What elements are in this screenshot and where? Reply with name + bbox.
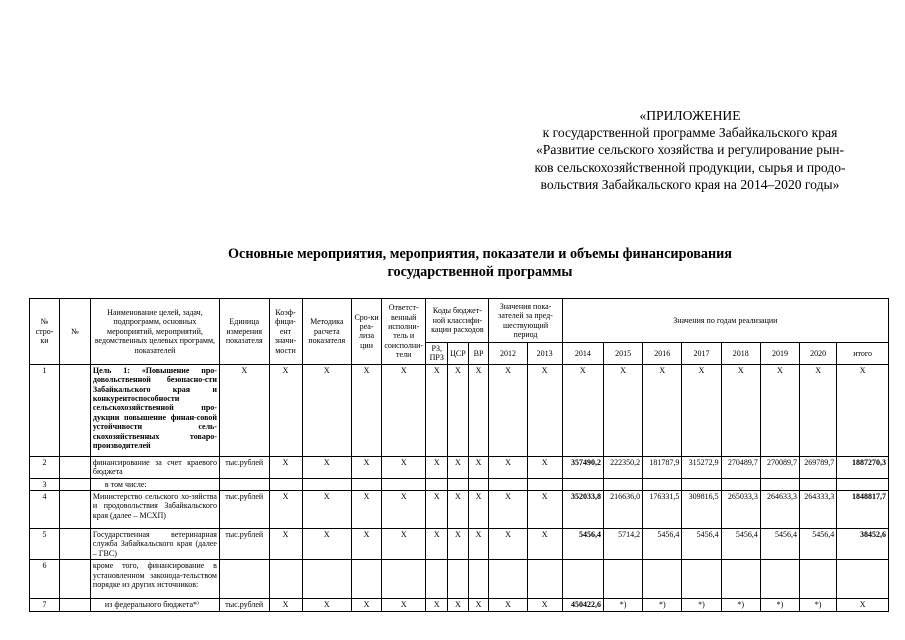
mark-cell: Х bbox=[352, 599, 382, 611]
document-title bbox=[0, 246, 905, 281]
value-cell: Х bbox=[760, 364, 799, 456]
title-line-2: государственной программы bbox=[387, 263, 573, 280]
appendix-line: «ПРИЛОЖЕНИЕ bbox=[639, 108, 741, 123]
mark-cell: Х bbox=[269, 529, 302, 560]
row-number-cell: 7 bbox=[30, 599, 60, 611]
mark-cell: Х bbox=[382, 599, 426, 611]
mark-cell: Х bbox=[352, 364, 382, 456]
mark-cell bbox=[527, 478, 562, 490]
value-cell: 176331,5 bbox=[643, 491, 682, 529]
table-row bbox=[30, 560, 889, 599]
total-cell bbox=[837, 560, 889, 599]
table-row bbox=[30, 478, 889, 490]
value-cell bbox=[603, 478, 642, 490]
value-cell: 5456,4 bbox=[682, 529, 721, 560]
name-cell: кроме того, финансирование в установленном законода-тельством порядке из других источников: bbox=[90, 560, 219, 599]
mark-cell: Х bbox=[302, 456, 352, 478]
header-unit: Единица измерения показателя bbox=[219, 299, 269, 365]
mark-cell: Х bbox=[302, 491, 352, 529]
value-cell: Х bbox=[800, 364, 837, 456]
value-cell: 5456,4 bbox=[800, 529, 837, 560]
mark-cell bbox=[352, 560, 382, 599]
mark-cell: Х bbox=[489, 456, 527, 478]
row-number-cell: 3 bbox=[30, 478, 60, 490]
mark-cell: Х bbox=[426, 491, 448, 529]
value-cell bbox=[721, 560, 760, 599]
program-table bbox=[29, 298, 889, 612]
number-cell bbox=[59, 560, 90, 599]
mark-cell: Х bbox=[352, 529, 382, 560]
value-cell: *) bbox=[643, 599, 682, 611]
row-number-cell: 2 bbox=[30, 456, 60, 478]
value-cell: 309816,5 bbox=[682, 491, 721, 529]
header-year: 2017 bbox=[682, 343, 721, 365]
value-cell bbox=[721, 478, 760, 490]
number-cell bbox=[59, 364, 90, 456]
value-cell bbox=[800, 560, 837, 599]
header-row-number: № стро-ки bbox=[30, 299, 60, 365]
mark-cell: Х bbox=[527, 599, 562, 611]
value-cell: Х bbox=[562, 364, 603, 456]
value-cell: 5456,4 bbox=[643, 529, 682, 560]
mark-cell: Х bbox=[489, 491, 527, 529]
value-cell: 222350,2 bbox=[603, 456, 642, 478]
appendix-header bbox=[470, 107, 905, 193]
header-year-2013: 2013 bbox=[527, 343, 562, 365]
total-cell: 1887270,3 bbox=[837, 456, 889, 478]
unit-cell: тыс.рублей bbox=[219, 491, 269, 529]
value-cell: 216636,0 bbox=[603, 491, 642, 529]
mark-cell: Х bbox=[426, 529, 448, 560]
header-method: Методика расчета показателя bbox=[302, 299, 352, 365]
unit-cell bbox=[219, 478, 269, 490]
mark-cell: Х bbox=[302, 364, 352, 456]
header-code-rz: РЗ, ПРЗ bbox=[426, 343, 448, 365]
value-cell: 270489,7 bbox=[721, 456, 760, 478]
header-year-2012: 2012 bbox=[489, 343, 527, 365]
mark-cell: Х bbox=[448, 456, 469, 478]
mark-cell: Х bbox=[468, 364, 489, 456]
unit-cell bbox=[219, 560, 269, 599]
number-cell bbox=[59, 529, 90, 560]
mark-cell bbox=[448, 560, 469, 599]
mark-cell: Х bbox=[269, 599, 302, 611]
number-cell bbox=[59, 478, 90, 490]
value-cell: Х bbox=[721, 364, 760, 456]
value-cell: 5456,4 bbox=[760, 529, 799, 560]
name-cell: Государственная ветеринарная служба Забайкальского края (далее – ГВС) bbox=[90, 529, 219, 560]
row-number-cell: 5 bbox=[30, 529, 60, 560]
value-cell bbox=[603, 560, 642, 599]
mark-cell: Х bbox=[527, 529, 562, 560]
header-coefficient: Коэф-фици-ент значи-мости bbox=[269, 299, 302, 365]
mark-cell: Х bbox=[382, 491, 426, 529]
header-code-csr: ЦСР bbox=[448, 343, 469, 365]
mark-cell: Х bbox=[352, 491, 382, 529]
value-cell: 357490,2 bbox=[562, 456, 603, 478]
appendix-line: вольствия Забайкальского края на 2014–2020 годы» bbox=[540, 176, 840, 192]
mark-cell bbox=[352, 478, 382, 490]
mark-cell: Х bbox=[302, 599, 352, 611]
mark-cell: Х bbox=[269, 364, 302, 456]
name-cell: в том числе: bbox=[90, 478, 219, 490]
value-cell bbox=[760, 560, 799, 599]
total-cell bbox=[837, 478, 889, 490]
row-number-cell: 6 bbox=[30, 560, 60, 599]
mark-cell: Х bbox=[448, 599, 469, 611]
value-cell: 5456,4 bbox=[721, 529, 760, 560]
value-cell bbox=[643, 560, 682, 599]
value-cell: *) bbox=[682, 599, 721, 611]
row-number-cell: 4 bbox=[30, 491, 60, 529]
header-name: Наименование целей, задач, подпрограмм, основных мероприятий, мероприятий, ведомственных целевых программ, показателей bbox=[90, 299, 219, 365]
value-cell: *) bbox=[603, 599, 642, 611]
value-cell: 264633,3 bbox=[760, 491, 799, 529]
mark-cell: Х bbox=[382, 529, 426, 560]
mark-cell bbox=[468, 478, 489, 490]
mark-cell bbox=[302, 560, 352, 599]
value-cell: 269789,7 bbox=[800, 456, 837, 478]
total-cell: 1848817,7 bbox=[837, 491, 889, 529]
mark-cell: Х bbox=[468, 599, 489, 611]
name-cell: из федерального бюджета*⁾ bbox=[90, 599, 219, 611]
unit-cell: Х bbox=[219, 364, 269, 456]
mark-cell: Х bbox=[382, 456, 426, 478]
mark-cell: Х bbox=[426, 456, 448, 478]
name-cell: Цель 1: «Повышение про-довольственной безопасно-сти Забайкальского края и конкурентоспособности сельскохозяйственной про-дукции повышение финан-совой устойчивости сель-скохозяйственных товаро-производителей bbox=[90, 364, 219, 456]
value-cell bbox=[682, 560, 721, 599]
value-cell: 450422,6 bbox=[562, 599, 603, 611]
header-total: итого bbox=[837, 343, 889, 365]
mark-cell bbox=[489, 560, 527, 599]
row-number-cell: 1 bbox=[30, 364, 60, 456]
value-cell: 5456,4 bbox=[562, 529, 603, 560]
mark-cell: Х bbox=[527, 456, 562, 478]
value-cell: Х bbox=[643, 364, 682, 456]
mark-cell bbox=[382, 478, 426, 490]
header-budget-codes: Коды бюджет-ной классифи-кации расходов bbox=[426, 299, 489, 343]
header-year: 2020 bbox=[800, 343, 837, 365]
value-cell bbox=[643, 478, 682, 490]
table-row bbox=[30, 456, 889, 478]
mark-cell bbox=[489, 478, 527, 490]
number-cell bbox=[59, 456, 90, 478]
value-cell: Х bbox=[682, 364, 721, 456]
header-responsible: Ответст-венный исполни-тель и соисполни-тели bbox=[382, 299, 426, 365]
header-terms: Сро-ки реа-лиза ции bbox=[352, 299, 382, 365]
name-cell: Министерство сельского хо-зяйства и продовольствия Забайкальского края (далее – МСХП) bbox=[90, 491, 219, 529]
unit-cell: тыс.рублей bbox=[219, 599, 269, 611]
value-cell: 352033,8 bbox=[562, 491, 603, 529]
value-cell: 5714,2 bbox=[603, 529, 642, 560]
value-cell: 265033,3 bbox=[721, 491, 760, 529]
mark-cell: Х bbox=[448, 364, 469, 456]
table-row bbox=[30, 599, 889, 611]
name-cell: финансирование за счет краевого бюджета bbox=[90, 456, 219, 478]
value-cell: 270089,7 bbox=[760, 456, 799, 478]
mark-cell: Х bbox=[527, 491, 562, 529]
value-cell bbox=[682, 478, 721, 490]
mark-cell bbox=[426, 478, 448, 490]
mark-cell: Х bbox=[468, 491, 489, 529]
value-cell: *) bbox=[760, 599, 799, 611]
value-cell: *) bbox=[721, 599, 760, 611]
mark-cell bbox=[448, 478, 469, 490]
unit-cell: тыс.рублей bbox=[219, 456, 269, 478]
header-year: 2019 bbox=[760, 343, 799, 365]
mark-cell: Х bbox=[448, 491, 469, 529]
mark-cell: Х bbox=[426, 364, 448, 456]
value-cell: 315272,9 bbox=[682, 456, 721, 478]
header-years-title: Значения по годам реализации bbox=[562, 299, 888, 343]
table-row bbox=[30, 529, 889, 560]
mark-cell: Х bbox=[489, 364, 527, 456]
total-cell: 38452,6 bbox=[837, 529, 889, 560]
value-cell bbox=[760, 478, 799, 490]
total-cell: Х bbox=[837, 599, 889, 611]
header-year: 2015 bbox=[603, 343, 642, 365]
header-number: № bbox=[59, 299, 90, 365]
header-year: 2018 bbox=[721, 343, 760, 365]
table-body bbox=[30, 364, 889, 611]
mark-cell: Х bbox=[468, 456, 489, 478]
value-cell bbox=[562, 560, 603, 599]
value-cell: *) bbox=[800, 599, 837, 611]
header-previous-period: Значения пока-зателей за пред-шествующий период bbox=[489, 299, 562, 343]
number-cell bbox=[59, 491, 90, 529]
mark-cell: Х bbox=[382, 364, 426, 456]
mark-cell: Х bbox=[269, 456, 302, 478]
header-code-vr: ВР bbox=[468, 343, 489, 365]
header-year: 2014 bbox=[562, 343, 603, 365]
value-cell: 181787,9 bbox=[643, 456, 682, 478]
value-cell: 264333,3 bbox=[800, 491, 837, 529]
number-cell bbox=[59, 599, 90, 611]
mark-cell: Х bbox=[426, 599, 448, 611]
table-row bbox=[30, 491, 889, 529]
mark-cell: Х bbox=[489, 529, 527, 560]
mark-cell bbox=[527, 560, 562, 599]
header-year: 2016 bbox=[643, 343, 682, 365]
mark-cell: Х bbox=[468, 529, 489, 560]
mark-cell: Х bbox=[352, 456, 382, 478]
mark-cell bbox=[269, 478, 302, 490]
table-row bbox=[30, 364, 889, 456]
appendix-line: к государственной программе Забайкальского края bbox=[542, 125, 838, 141]
mark-cell: Х bbox=[302, 529, 352, 560]
value-cell: Х bbox=[603, 364, 642, 456]
title-line-1: Основные мероприятия, мероприятия, показатели и объемы финансирования bbox=[228, 246, 732, 262]
mark-cell bbox=[426, 560, 448, 599]
mark-cell: Х bbox=[489, 599, 527, 611]
appendix-line: ков сельскохозяйственной продукции, сырья и продо- bbox=[534, 159, 846, 175]
value-cell bbox=[800, 478, 837, 490]
mark-cell bbox=[382, 560, 426, 599]
mark-cell bbox=[468, 560, 489, 599]
total-cell: Х bbox=[837, 364, 889, 456]
mark-cell: Х bbox=[527, 364, 562, 456]
appendix-line: «Развитие сельского хозяйства и регулирование рын- bbox=[535, 142, 845, 158]
mark-cell bbox=[302, 478, 352, 490]
mark-cell: Х bbox=[269, 491, 302, 529]
mark-cell bbox=[269, 560, 302, 599]
value-cell bbox=[562, 478, 603, 490]
unit-cell: тыс.рублей bbox=[219, 529, 269, 560]
mark-cell: Х bbox=[448, 529, 469, 560]
